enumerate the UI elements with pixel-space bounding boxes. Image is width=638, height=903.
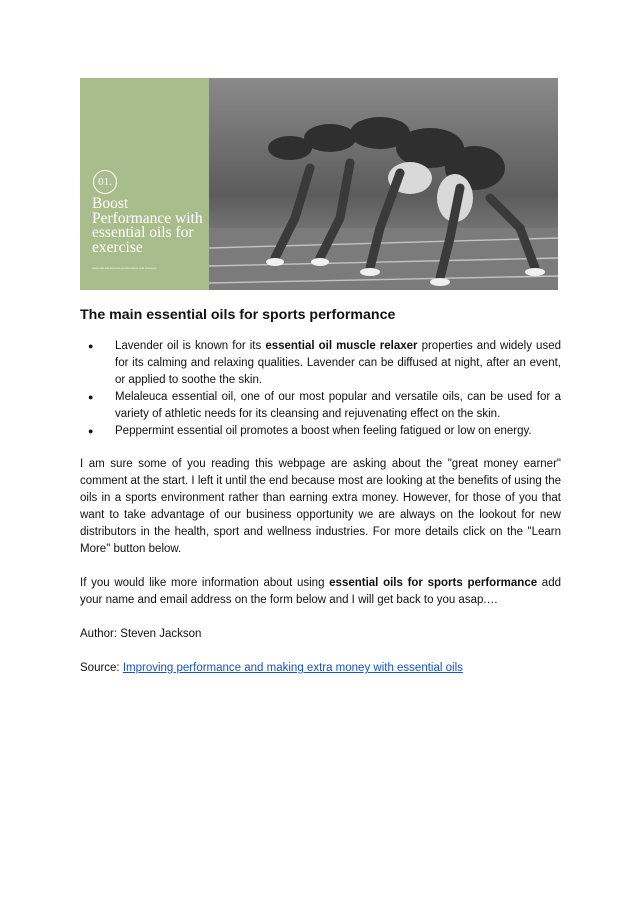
list-item-bold: essential oil muscle relaxer	[265, 340, 418, 352]
hero-badge: 01.	[93, 170, 117, 194]
opportunity-paragraph: I am sure some of you reading this webpage are asking about the "great money earner" comment at the start. I left it until the end because most are looking at the benefits of using the oils in a sports environment rather than earning extra money. However, for those of you that want to take advantage of our business opportunity we are always on the lookout for new distributors in the health, sport and wellness industries. For more details click on the "Learn More" button below.	[80, 458, 561, 555]
contact-text: If you would like more information about using	[80, 577, 330, 589]
hero-title: Boost Performance with essential oils for exercise	[92, 195, 203, 256]
list-item	[115, 338, 561, 389]
list-item-text: properties and widely used for its calming and relaxing qualities. Lavender can be diffused at night, after an event, or applied to soothe the skin.	[115, 340, 561, 386]
contact-paragraph	[80, 575, 561, 609]
source-line	[80, 660, 561, 677]
author-line: Author: Steven Jackson	[80, 628, 202, 640]
oil-list	[80, 338, 561, 440]
contact-text: add your name and email address on the form below and I will get back to you asap.…	[80, 577, 561, 606]
section-heading: The main essential oils for sports performance	[80, 307, 396, 323]
list-item	[115, 423, 561, 440]
article-body	[80, 306, 561, 694]
hero-tagline: essential oils improve performance and recovery	[92, 266, 157, 270]
source-label: Source:	[80, 662, 123, 674]
list-item-text: Lavender oil is known for its	[115, 340, 266, 352]
hero-title-panel	[80, 78, 209, 290]
source-link[interactable]: Improving performance and making extra money with essential oils	[122, 662, 463, 674]
list-item-text: Peppermint essential oil promotes a boost when feeling fatigued or low on energy.	[115, 425, 532, 437]
hero-image	[80, 78, 558, 290]
contact-bold: essential oils for sports performance	[329, 577, 538, 589]
list-item	[115, 389, 561, 423]
list-item-text: Melaleuca essential oil, one of our most popular and versatile oils, can be used for a variety of athletic needs for its cleansing and rejuvenating effect on the skin.	[115, 391, 561, 420]
